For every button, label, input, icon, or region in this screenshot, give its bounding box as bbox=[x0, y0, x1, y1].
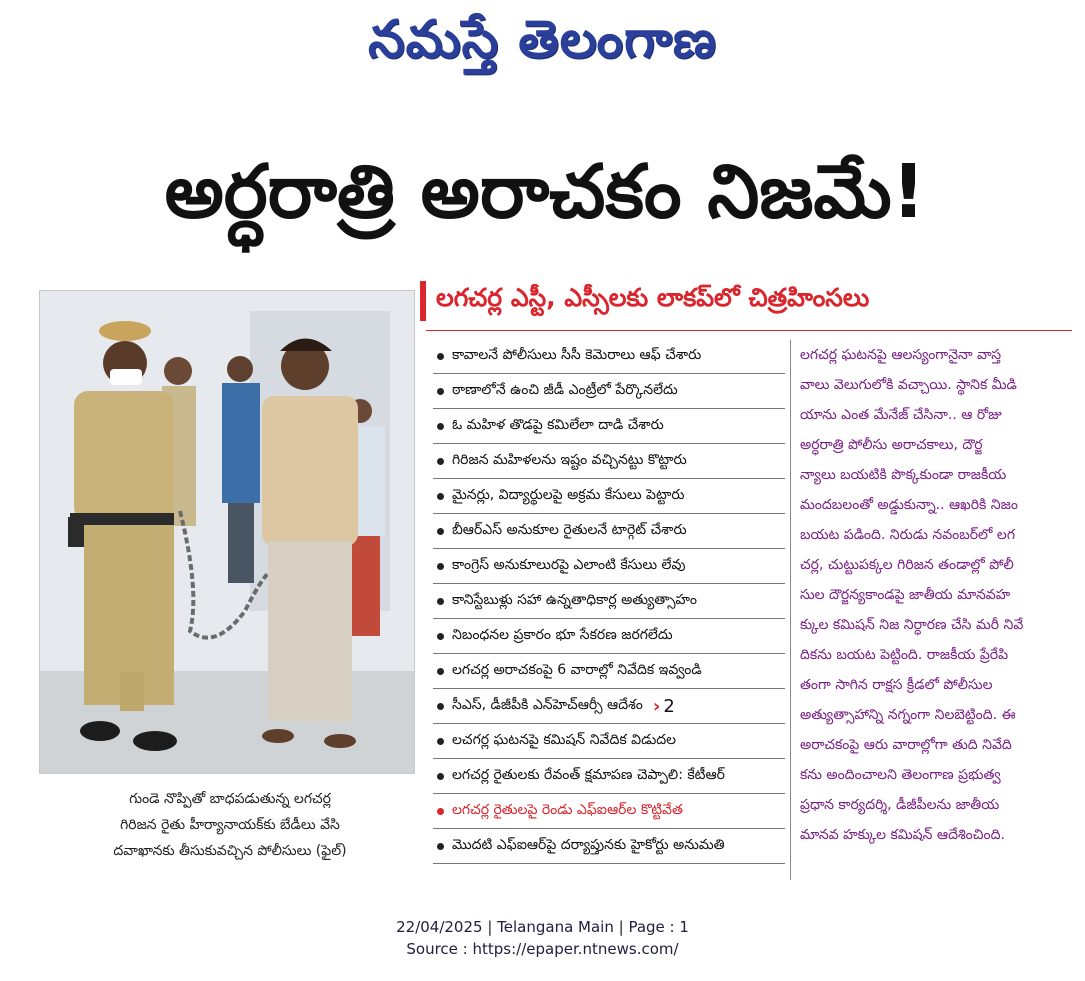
bullet-icon bbox=[437, 703, 444, 710]
masthead-logo: నమస్తే తెలంగాణ bbox=[368, 9, 717, 70]
bullet-icon bbox=[437, 528, 444, 535]
bullet-icon bbox=[437, 423, 444, 430]
police-escort-illustration bbox=[40, 291, 414, 773]
highlight-text: మైనర్లు, విద్యార్థులపై అక్రమ కేసులు పెట్టారు bbox=[452, 487, 685, 503]
body-line: దికను బయట పెట్టింది. రాజకీయ ప్రేరేపి bbox=[800, 647, 1009, 663]
highlight-item bbox=[433, 760, 785, 794]
body-line: చర్ల, చుట్టుపక్కల గిరిజన తండాల్లో పోలీ bbox=[800, 557, 1014, 573]
highlight-text: కాంగ్రెస్ అనుకూలురపై ఎలాంటి కేసులు లేవు bbox=[452, 557, 686, 573]
body-line: న్యాలు బయటికి పొక్కకుండా రాజకీయ bbox=[800, 467, 1007, 483]
bullet-icon bbox=[437, 563, 444, 570]
highlight-item bbox=[433, 655, 785, 689]
body-line: బయట పడింది. నిరుడు నవంబర్‌లో లగ bbox=[800, 527, 1016, 543]
body-line: కను అందించాలని తెలంగాణ ప్రభుత్వ bbox=[800, 767, 1001, 783]
highlight-item bbox=[433, 340, 785, 374]
bullet-icon bbox=[437, 388, 444, 395]
highlight-text: లగచర్ల అరాచకంపై 6 వారాల్లో నివేదిక ఇవ్వండి bbox=[452, 662, 702, 678]
body-line: వాలు వెలుగులోకి వచ్చాయి. స్థానిక మీడి bbox=[800, 377, 1017, 393]
bullet-icon bbox=[437, 738, 444, 745]
bullet-icon bbox=[437, 773, 444, 780]
subheadline bbox=[420, 278, 1070, 324]
body-line: అర్ధరాత్రి పోలీసు అరాచకాలు, దౌర్జ bbox=[800, 437, 983, 453]
body-line: ప్రధాన కార్యదర్శి, డీజీపీలను జాతీయ bbox=[800, 797, 1000, 813]
bullet-icon bbox=[437, 598, 444, 605]
bullet-icon bbox=[437, 493, 444, 500]
page-footer bbox=[0, 916, 1085, 960]
subheadline-rule bbox=[426, 330, 1072, 331]
highlight-item bbox=[433, 375, 785, 409]
body-line: సుల దౌర్జన్యకాండపై జాతీయ మానవహ bbox=[800, 587, 1011, 603]
highlight-item bbox=[433, 410, 785, 444]
body-line: అత్యుత్సాహాన్ని నగ్నంగా నిలబెట్టింది. ఈ bbox=[800, 707, 1016, 723]
highlight-item bbox=[433, 690, 785, 724]
highlight-text: ఓ మహిళ తొడపై కమిలేలా దాడి చేశారు bbox=[452, 417, 664, 433]
page-reference: 2 bbox=[663, 696, 675, 717]
headline: అర్ధరాత్రి అరాచకం నిజమే! bbox=[164, 149, 926, 235]
footer-date-edition: 22/04/2025 | Telangana Main | Page : 1 bbox=[396, 918, 689, 936]
highlight-item bbox=[433, 480, 785, 514]
highlight-item bbox=[433, 725, 785, 759]
highlight-text: కానిస్టేబుళ్లు సహా ఉన్నతాధికార్ల అత్యుత్సాహం bbox=[452, 592, 697, 608]
highlight-text: నిబంధనల ప్రకారం భూ సేకరణ జరగలేదు bbox=[452, 627, 673, 643]
highlight-text: ఠాణాలోనే ఉంచి జీడీ ఎంట్రీలో పేర్కొనలేదు bbox=[452, 382, 678, 398]
body-line: మానవ హక్కుల కమిషన్ ఆదేశించింది. bbox=[800, 827, 1005, 843]
highlight-text: కావాలనే పోలీసులు సీసీ కెమెరాలు ఆఫ్ చేశారు bbox=[452, 347, 702, 363]
highlight-text: లచగర్ల ఘటనపై కమిషన్ నివేదిక విడుదల bbox=[452, 732, 677, 748]
subheadline-text: లగచర్ల ఎస్టీ, ఎస్సీలకు లాకప్‌లో చిత్రహింసలు bbox=[436, 283, 870, 312]
photo-caption bbox=[60, 786, 400, 864]
caption-line: దవాఖానకు తీసుకువచ్చిన పోలీసులు (ఫైల్) bbox=[113, 843, 347, 859]
body-line: యాను ఎంత మేనేజ్ చేసినా.. ఆ రోజు bbox=[800, 407, 1002, 423]
bullet-icon bbox=[437, 633, 444, 640]
highlight-item bbox=[433, 830, 785, 864]
highlight-text: సీఎస్, డీజీపీకి ఎన్‌హెచ్‌ఆర్సీ ఆదేశం bbox=[452, 697, 643, 713]
highlight-item bbox=[433, 515, 785, 549]
highlight-item bbox=[433, 550, 785, 584]
highlight-item bbox=[433, 585, 785, 619]
body-line: తంగా సాగిన రాక్షస క్రీడలో పోలీసుల bbox=[800, 677, 993, 693]
highlight-item bbox=[433, 620, 785, 654]
body-line: మందబలంతో అడ్డుకున్నా.. ఆఖరికి నిజం bbox=[800, 497, 1018, 513]
body-line: లగచర్ల ఘటనపై ఆలస్యంగానైనా వాస్త bbox=[800, 347, 1002, 363]
bullet-icon bbox=[437, 458, 444, 465]
highlights-list bbox=[433, 340, 785, 870]
highlight-text: బీఆర్‌ఎస్ అనుకూల రైతులనే టార్గెట్ చేశారు bbox=[452, 522, 687, 538]
highlight-item-red bbox=[433, 795, 785, 829]
article-body bbox=[800, 340, 1075, 850]
highlight-text: లగచర్ల రైతులకు రేవంత్ క్షమాపణ చెప్పాలి: కేటీఆర్ bbox=[452, 767, 725, 783]
news-photo bbox=[39, 290, 415, 774]
bullet-icon bbox=[437, 668, 444, 675]
caption-line: గుండె నొప్పితో బాధపడుతున్న లగచర్ల bbox=[129, 791, 331, 807]
highlight-text: మొదటి ఎఫ్‌ఐఆర్‌పై దర్యాప్తునకు హైకోర్టు అనుమతి bbox=[452, 837, 725, 853]
caption-line: గిరిజన రైతు హీర్యానాయక్‌కు బేడీలు వేసి bbox=[120, 817, 340, 833]
bullet-icon bbox=[437, 843, 444, 850]
body-line: క్కుల కమిషన్ నిజ నిర్ధారణ చేసి మరీ నివే bbox=[800, 617, 1024, 633]
highlight-item bbox=[433, 445, 785, 479]
highlight-text: గిరిజన మహిళలను ఇష్టం వచ్చినట్టు కొట్టారు bbox=[452, 452, 687, 468]
highlight-text: లగచర్ల రైతులపై రెండు ఎఫ్‌ఐఆర్‌ల కొట్టివేత bbox=[452, 802, 683, 818]
chevron-right-icon: › bbox=[652, 696, 661, 717]
body-line: అరాచకంపై ఆరు వారాల్లోగా తుది నివేది bbox=[800, 737, 1012, 753]
footer-source-link[interactable]: Source : https://epaper.ntnews.com/ bbox=[406, 940, 679, 958]
column-divider bbox=[790, 340, 791, 880]
bullet-icon bbox=[437, 353, 444, 360]
bullet-icon bbox=[437, 808, 444, 815]
subheadline-accent-bar bbox=[420, 281, 426, 321]
